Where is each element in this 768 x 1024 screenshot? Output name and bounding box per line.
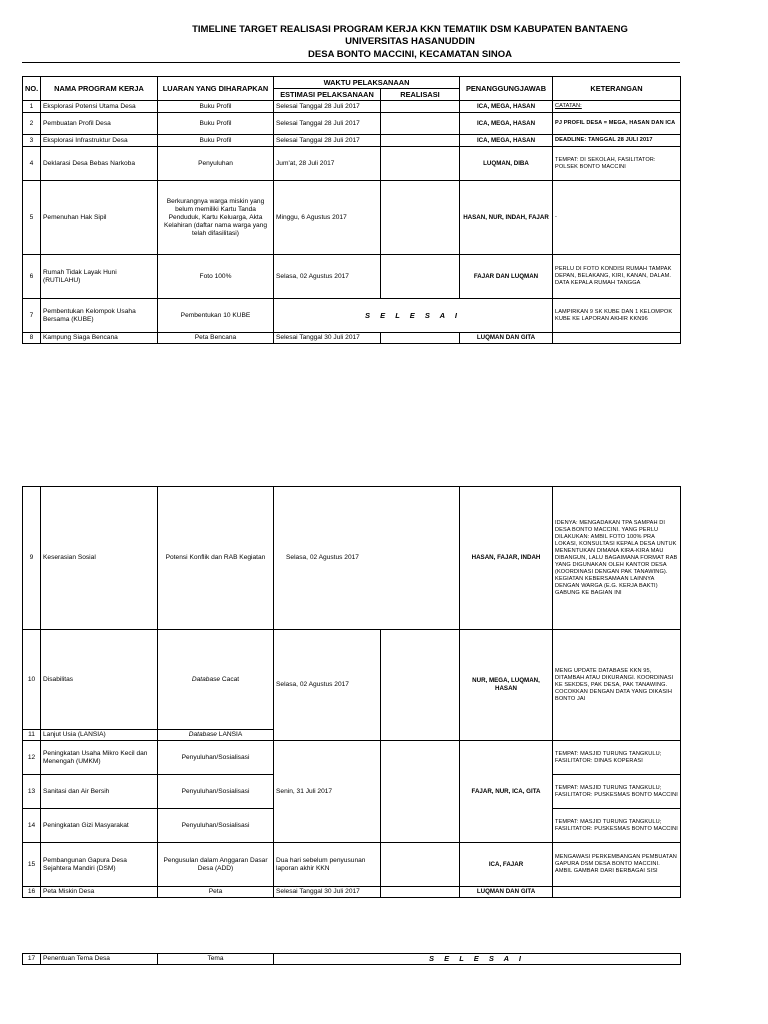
table-row [23, 333, 681, 344]
row-no: 7 [23, 299, 41, 333]
timeline-table-2 [22, 486, 681, 898]
notes: MENGAWASI PERKEMBANGAN PEMBUATAN GAPURA DSM DESA BONTO MACCINI. AMBIL GAMBAR DARI BERBAGAI SISI [553, 843, 681, 887]
program-name: Pemenuhan Hak Sipil [41, 181, 158, 255]
expected-output: Buku Profil [158, 113, 274, 135]
person-in-charge: ICA, MEGA, HASAN [460, 135, 553, 147]
expected-output [158, 630, 274, 730]
expected-output: Pengusulan dalam Anggaran Dasar Desa (ADD) [158, 843, 274, 887]
col-header-luaran: LUARAN YANG DIHARAPKAN [158, 77, 274, 101]
timeline-table-1 [22, 76, 681, 344]
row-no: 12 [23, 741, 41, 775]
person-in-charge: ICA, FAJAR [460, 843, 553, 887]
estimated-date: Senin, 31 Juli 2017 [274, 741, 381, 843]
person-in-charge: NUR, MEGA, LUQMAN, HASAN [460, 630, 553, 741]
expected-output: Peta [158, 887, 274, 898]
table-row [23, 887, 681, 898]
row-no: 14 [23, 809, 41, 843]
estimated-date: Jum'at, 28 Juli 2017 [274, 147, 381, 181]
realization [381, 255, 460, 299]
notes: PJ PROFIL DESA = MEGA, HASAN DAN ICA [553, 113, 681, 135]
realization [381, 887, 460, 898]
notes: TEMPAT: MASJID TURUNG TANGKULU; FASILITATOR: PUSKESMAS BONTO MACCINI [553, 775, 681, 809]
expected-output: Peta Bencana [158, 333, 274, 344]
row-no: 9 [23, 487, 41, 630]
person-in-charge: ICA, MEGA, HASAN [460, 101, 553, 113]
row-no: 2 [23, 113, 41, 135]
table-row [23, 101, 681, 113]
expected-output [158, 730, 274, 741]
notes: IDENYA: MENGADAKAN TPA SAMPAH DI DESA BONTO MACCINI. YANG PERLU DILAKUKAN: AMBIL FOTO 100% PRA LOKASI, KONSULTASI KEPALA DESA UNTUK MENENTUKAN DIMANA KIRA-KIRA MAU DIBANGUN, LALU BAGAIMANA FORMAT RAB YANG DIGUNAKAN OLEH KANTOR DESA (KOORDINASI DENGAN PAK TANAWING). KEGIATAN KEBERSAMAAN LAINNYA DENGAN WARGA (E.G. KERJA BAKTI) GABUNG KE BAGIAN INI [553, 487, 681, 630]
estimated-date: Selasa, 02 Agustus 2017 [274, 630, 381, 741]
database-suffix: LANSIA [216, 731, 243, 738]
notes: DEADLINE: TANGGAL 28 JULI 2017 [553, 135, 681, 147]
header-rule [22, 62, 680, 63]
row-no: 8 [23, 333, 41, 344]
notes: LAMPIRKAN 9 SK KUBE DAN 1 KELOMPOK KUBE KE LAPORAN AKHIR KKN96 [553, 299, 681, 333]
database-suffix: Cacat [220, 675, 240, 683]
person-in-charge: HASAN, NUR, INDAH, FAJAR [460, 181, 553, 255]
expected-output: Penyuluhan/Sosialisasi [158, 741, 274, 775]
program-name: Peningkatan Gizi Masyarakat [41, 809, 158, 843]
program-name: Peningkatan Usaha Mikro Kecil dan Menengah (UMKM) [41, 741, 158, 775]
table-row [23, 299, 681, 333]
expected-output: Berkurangnya warga miskin yang belum memiliki Kartu Tanda Penduduk, Kartu Keluarga, Akta Kelahiran (daftar nama warga yang telah difasilitasi) [158, 181, 274, 255]
table-row [23, 954, 681, 965]
program-name: Kampung Siaga Bencana [41, 333, 158, 344]
estimated-date: Minggu, 6 Agustus 2017 [274, 181, 381, 255]
estimated-date: Dua hari sebelum penyusunan laporan akhir KKN [274, 843, 381, 887]
estimated-date: Selesai Tanggal 28 Juli 2017 [274, 113, 381, 135]
realization [381, 135, 460, 147]
database-label: Database [191, 675, 221, 683]
program-name: Sanitasi dan Air Bersih [41, 775, 158, 809]
realization [381, 113, 460, 135]
row-no: 16 [23, 887, 41, 898]
program-name: Peta Miskin Desa [41, 887, 158, 898]
person-in-charge: ICA, MEGA, HASAN [460, 113, 553, 135]
program-name: Eksplorasi Infrastruktur Desa [41, 135, 158, 147]
table-row [23, 147, 681, 181]
table-row [23, 135, 681, 147]
expected-output: Penyuluhan/Sosialisasi [158, 775, 274, 809]
program-name: Pembangunan Gapura Desa Sejahtera Mandiri (DSM) [41, 843, 158, 887]
notes: MENG UPDATE DATABASE KKN 95, DITAMBAH ATAU DIKURANGI. KOORDINASI KE SEKDES, PAK DESA, PAK TANAWING. COCOKKAN DENGAN DATA YANG DIKASIH BONTO JAI [553, 630, 681, 741]
notes [553, 333, 681, 344]
realization [381, 333, 460, 344]
estimated-date: Selesai Tanggal 30 Juli 2017 [274, 333, 381, 344]
table-row [23, 741, 681, 775]
realization [381, 181, 460, 255]
estimated-date: Selesai Tanggal 28 Juli 2017 [274, 135, 381, 147]
col-header-estimasi: ESTIMASI PELAKSANAAN [274, 89, 381, 101]
notes: TEMPAT: MASJID TURUNG TANGKULU; FASILITATOR: PUSKESMAS BONTO MACCINI [553, 809, 681, 843]
col-header-waktu: WAKTU PELAKSANAAN [274, 77, 460, 89]
university-name: UNIVERSITAS HASANUDDIN [345, 36, 475, 47]
program-name: Deklarasi Desa Bebas Narkoba [41, 147, 158, 181]
table-row [23, 255, 681, 299]
realization [381, 101, 460, 113]
row-no: 10 [23, 630, 41, 730]
expected-output: Penyuluhan [158, 147, 274, 181]
person-in-charge: LUQMAN DAN GITA [460, 887, 553, 898]
notes: CATATAN: [553, 101, 681, 113]
status-selesai: S E L E S A I [274, 954, 681, 965]
expected-output: Foto 100% [158, 255, 274, 299]
row-no: 17 [23, 954, 41, 965]
row-no: 15 [23, 843, 41, 887]
notes: PERLU DI FOTO KONDISI RUMAH TAMPAK DEPAN, BELAKANG, KIRI, KANAN, DALAM. DATA KEPALA RUMAH TANGGA [553, 255, 681, 299]
expected-output: Tema [158, 954, 274, 965]
program-name: Penentuan Tema Desa [41, 954, 158, 965]
program-name: Keserasian Sosial [41, 487, 158, 630]
expected-output: Buku Profil [158, 101, 274, 113]
person-in-charge: FAJAR DAN LUQMAN [460, 255, 553, 299]
col-header-keterangan: KETERANGAN [553, 77, 681, 101]
status-selesai: S E L E S A I [274, 299, 553, 333]
person-in-charge: LUQMAN DAN GITA [460, 333, 553, 344]
estimated-date: Selesai Tanggal 30 Juli 2017 [274, 887, 381, 898]
program-name: Rumah Tidak Layak Huni (RUTILAHU) [41, 255, 158, 299]
expected-output: Penyuluhan/Sosialisasi [158, 809, 274, 843]
notes: - [553, 181, 681, 255]
program-name: Eksplorasi Potensi Utama Desa [41, 101, 158, 113]
row-no: 13 [23, 775, 41, 809]
table-row [23, 630, 681, 730]
program-name: Pembentukan Kelompok Usaha Bersama (KUBE) [41, 299, 158, 333]
estimated-date: Selasa, 02 Agustus 2017 [274, 255, 381, 299]
notes: TEMPAT: DI SEKOLAH, FASILITATOR: POLSEK BONTO MACCINI [553, 147, 681, 181]
estimated-date: Selesai Tanggal 28 Juli 2017 [274, 101, 381, 113]
village-name: DESA BONTO MACCINI, KECAMATAN SINOA [308, 49, 512, 60]
col-header-program: NAMA PROGRAM KERJA [41, 77, 158, 101]
table-row [23, 113, 681, 135]
program-name: Lanjut Usia (LANSIA) [41, 730, 158, 741]
database-label: Database [188, 731, 217, 738]
expected-output: Buku Profil [158, 135, 274, 147]
realization [381, 630, 460, 741]
program-name: Disabilitas [41, 630, 158, 730]
table-row [23, 181, 681, 255]
notes: TEMPAT: MASJID TURUNG TANGKULU; FASILITATOR: DINAS KOPERASI [553, 741, 681, 775]
col-header-no: NO. [23, 77, 41, 101]
person-in-charge: FAJAR, NUR, ICA, GITA [460, 741, 553, 843]
row-no: 6 [23, 255, 41, 299]
expected-output: Potensi Konflik dan RAB Kegiatan [158, 487, 274, 630]
notes [553, 887, 681, 898]
col-header-pj: PENANGGUNGJAWAB [460, 77, 553, 101]
person-in-charge: HASAN, FAJAR, INDAH [460, 487, 553, 630]
row-no: 1 [23, 101, 41, 113]
realization [381, 147, 460, 181]
realization [381, 741, 460, 843]
estimated-date: Selasa, 02 Agustus 2017 [274, 487, 460, 630]
expected-output: Pembentukan 10 KUBE [158, 299, 274, 333]
table-row [23, 487, 681, 630]
row-no: 11 [23, 730, 41, 741]
table-row [23, 843, 681, 887]
row-no: 3 [23, 135, 41, 147]
row-no: 4 [23, 147, 41, 181]
realization [381, 843, 460, 887]
timeline-table-3 [22, 953, 681, 965]
person-in-charge: LUQMAN, DIBA [460, 147, 553, 181]
document-title: TIMELINE TARGET REALISASI PROGRAM KERJA KKN TEMATIIK DSM KABUPATEN BANTAENG [192, 24, 628, 35]
program-name: Pembuatan Profil Desa [41, 113, 158, 135]
row-no: 5 [23, 181, 41, 255]
col-header-realisasi: REALISASI [381, 89, 460, 101]
